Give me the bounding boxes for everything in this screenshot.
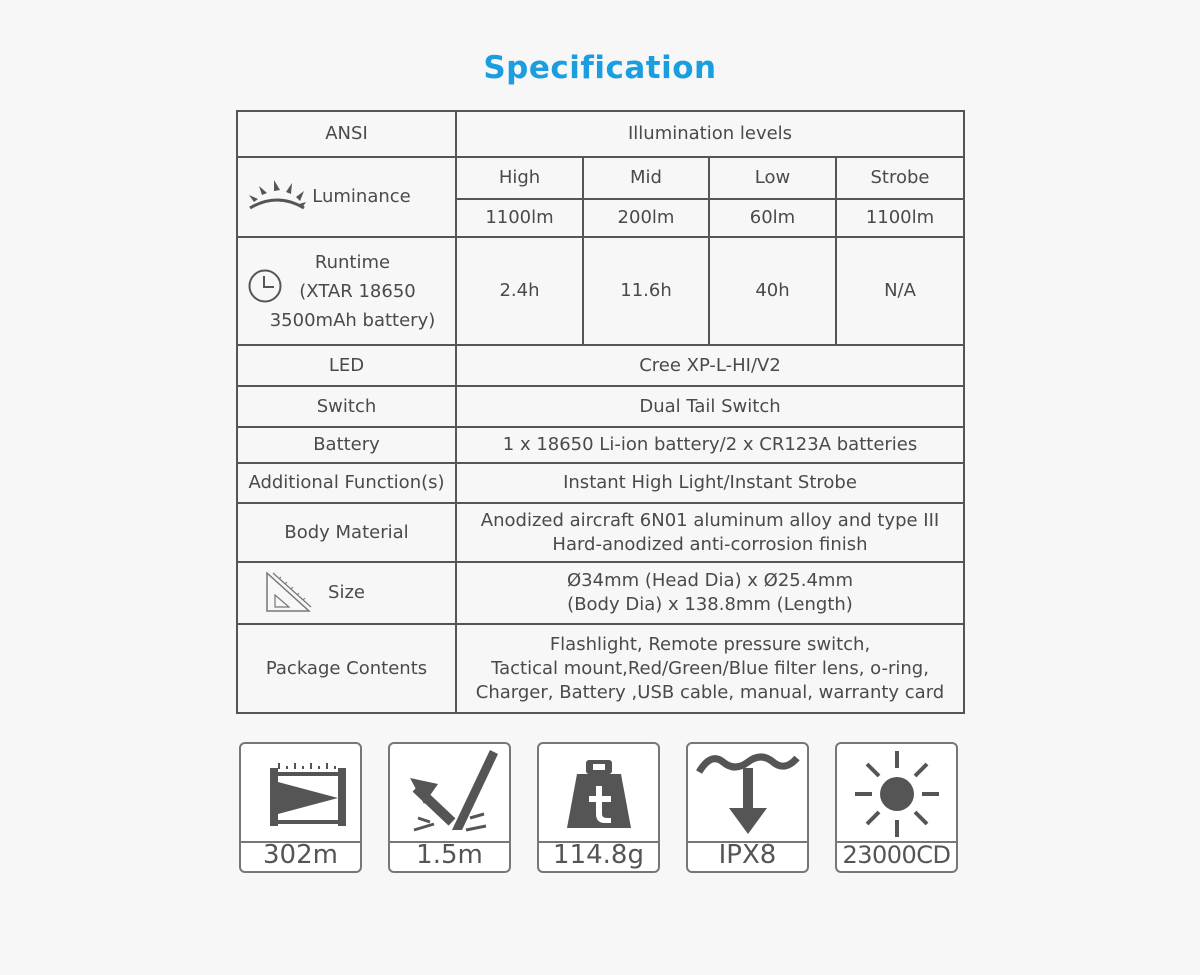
package-label: Package Contents — [237, 624, 456, 713]
runtime-low: 40h — [709, 237, 836, 345]
size-line1: Ø34mm (Head Dia) x Ø25.4mm — [567, 570, 853, 591]
runtime-battery-line1: (XTAR 18650 — [299, 280, 416, 302]
badge-intensity-label: 23000CD — [842, 841, 951, 869]
page-title: Specification — [483, 50, 717, 86]
lumen-low: 60lm — [709, 199, 836, 237]
runtime-mid: 11.6h — [583, 237, 709, 345]
mode-mid: Mid — [583, 157, 709, 199]
runtime-high: 2.4h — [456, 237, 583, 345]
table-row — [237, 463, 964, 503]
material-line2: Hard-anodized anti-corrosion finish — [552, 533, 868, 555]
size-line2: (Body Dia) x 138.8mm (Length) — [567, 594, 853, 615]
mode-low: Low — [709, 157, 836, 199]
size-label: Size — [328, 582, 365, 603]
badge-weight — [537, 742, 660, 873]
weight-icon — [559, 756, 639, 836]
sun-intensity-icon — [849, 748, 945, 838]
luminance-label: Luminance — [312, 186, 411, 207]
size-cell — [237, 562, 456, 624]
clock-icon — [247, 268, 283, 304]
table-row — [237, 427, 964, 463]
package-line2: Tactical mount,Red/Green/Blue filter lens, o-ring, — [491, 657, 929, 679]
badge-impact-resistance-label: 1.5m — [416, 840, 483, 870]
runtime-cell — [237, 237, 456, 345]
luminance-icon — [248, 178, 306, 212]
ansi-label: ANSI — [237, 111, 456, 157]
table-row — [237, 624, 964, 713]
beam-distance-icon — [255, 754, 347, 834]
table-row — [237, 237, 964, 345]
badge-beam-distance — [239, 742, 362, 873]
package-line1: Flashlight, Remote pressure switch, — [549, 633, 871, 655]
ruler-triangle-icon — [263, 569, 313, 615]
size-value — [456, 562, 964, 624]
badge-intensity — [835, 742, 958, 873]
badge-impact-resistance — [388, 742, 511, 873]
battery-value: 1 x 18650 Li-ion battery/2 x CR123A batteries — [456, 427, 964, 463]
material-value — [456, 503, 964, 562]
badge-waterproof — [686, 742, 809, 873]
function-label: Additional Function(s) — [237, 463, 456, 503]
runtime-label: Runtime — [314, 251, 391, 273]
table-row — [237, 111, 964, 157]
led-value: Cree XP-L-HI/V2 — [456, 345, 964, 386]
mode-strobe: Strobe — [836, 157, 964, 199]
waterproof-icon — [693, 748, 803, 838]
lumen-strobe: 1100lm — [836, 199, 964, 237]
battery-label: Battery — [237, 427, 456, 463]
table-row — [237, 157, 964, 199]
package-line3: Charger, Battery ,USB cable, manual, warranty card — [475, 681, 945, 703]
badge-weight-label: 114.8g — [553, 840, 644, 870]
table-row — [237, 386, 964, 427]
switch-value: Dual Tail Switch — [456, 386, 964, 427]
illumination-label: Illumination levels — [456, 111, 964, 157]
runtime-strobe: N/A — [836, 237, 964, 345]
table-row — [237, 503, 964, 562]
badge-beam-distance-label: 302m — [263, 840, 338, 870]
badge-waterproof-label: IPX8 — [718, 840, 777, 870]
material-line1: Anodized aircraft 6N01 aluminum alloy and type III — [480, 509, 940, 531]
impact-resistance-icon — [400, 748, 500, 838]
mode-high: High — [456, 157, 583, 199]
spec-table — [236, 110, 965, 714]
switch-label: Switch — [237, 386, 456, 427]
led-label: LED — [237, 345, 456, 386]
function-value: Instant High Light/Instant Strobe — [456, 463, 964, 503]
material-label: Body Material — [237, 503, 456, 562]
package-value — [456, 624, 964, 713]
lumen-high: 1100lm — [456, 199, 583, 237]
feature-badges — [239, 742, 961, 874]
table-row — [237, 562, 964, 624]
runtime-battery-line2: 3500mAh battery) — [269, 309, 436, 331]
luminance-cell — [237, 157, 456, 237]
table-row — [237, 345, 964, 386]
lumen-mid: 200lm — [583, 199, 709, 237]
